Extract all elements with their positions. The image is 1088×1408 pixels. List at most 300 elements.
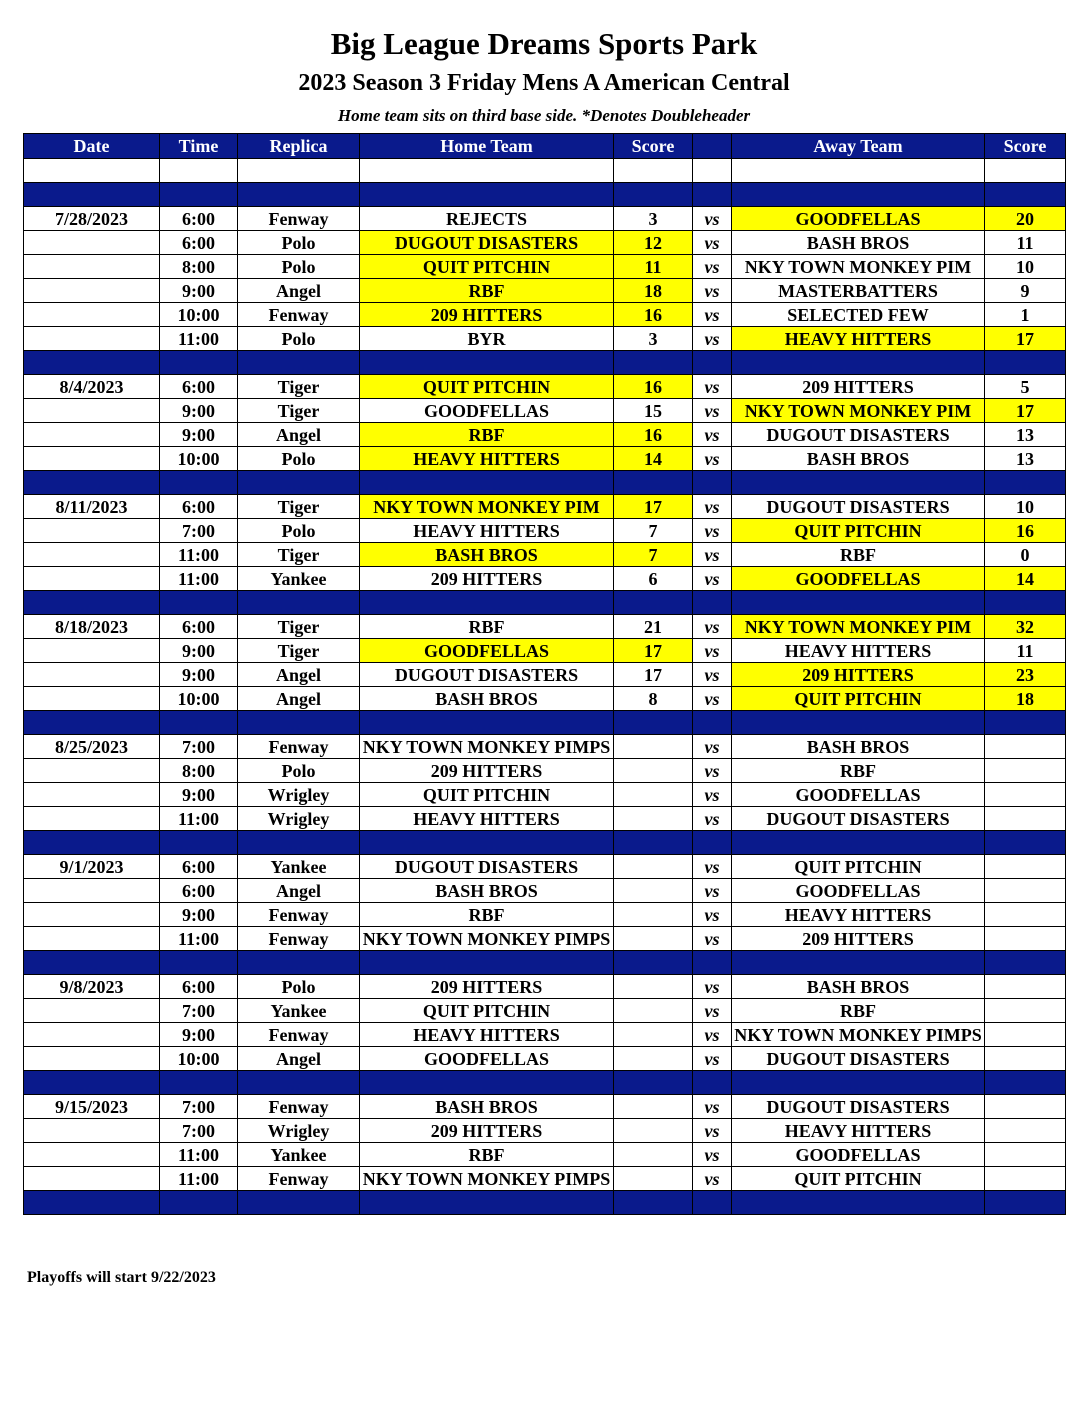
- game-row: [24, 375, 1066, 399]
- time-cell: 6:00: [160, 879, 238, 903]
- home-team-cell: BASH BROS: [360, 879, 614, 903]
- home-team-cell: NKY TOWN MONKEY PIMPS: [360, 735, 614, 759]
- time-cell: 10:00: [160, 303, 238, 327]
- date-cell: [24, 1119, 160, 1143]
- home-team-cell: GOODFELLAS: [360, 1047, 614, 1071]
- vs-cell: vs: [693, 663, 732, 687]
- home-score-cell: [614, 1095, 693, 1119]
- replica-cell: Wrigley: [238, 783, 360, 807]
- vs-cell: vs: [693, 1167, 732, 1191]
- replica-cell: Tiger: [238, 543, 360, 567]
- home-score-cell: [614, 1023, 693, 1047]
- date-cell: [24, 231, 160, 255]
- home-score-cell: 14: [614, 447, 693, 471]
- game-row: [24, 255, 1066, 279]
- time-cell: 6:00: [160, 207, 238, 231]
- game-row: [24, 1095, 1066, 1119]
- replica-cell: Polo: [238, 231, 360, 255]
- away-team-cell: GOODFELLAS: [732, 783, 985, 807]
- away-score-cell: 10: [985, 495, 1066, 519]
- away-team-cell: RBF: [732, 759, 985, 783]
- game-row: [24, 735, 1066, 759]
- vs-cell: vs: [693, 687, 732, 711]
- home-score-cell: [614, 975, 693, 999]
- time-cell: 7:00: [160, 1119, 238, 1143]
- vs-cell: vs: [693, 999, 732, 1023]
- game-row: [24, 927, 1066, 951]
- replica-cell: Polo: [238, 447, 360, 471]
- home-team-cell: NKY TOWN MONKEY PIMPS: [360, 1167, 614, 1191]
- vs-cell: vs: [693, 1023, 732, 1047]
- date-cell: [24, 303, 160, 327]
- home-score-cell: 6: [614, 567, 693, 591]
- away-score-cell: 23: [985, 663, 1066, 687]
- col-header-home-team: Home Team: [360, 134, 614, 159]
- home-score-cell: 12: [614, 231, 693, 255]
- date-cell: [24, 255, 160, 279]
- away-score-cell: 0: [985, 543, 1066, 567]
- home-team-cell: NKY TOWN MONKEY PIM: [360, 495, 614, 519]
- date-cell: 8/4/2023: [24, 375, 160, 399]
- replica-cell: Polo: [238, 759, 360, 783]
- replica-cell: Angel: [238, 663, 360, 687]
- vs-cell: vs: [693, 855, 732, 879]
- away-team-cell: BASH BROS: [732, 735, 985, 759]
- home-score-cell: 11: [614, 255, 693, 279]
- home-team-cell: 209 HITTERS: [360, 975, 614, 999]
- time-cell: 6:00: [160, 375, 238, 399]
- vs-cell: vs: [693, 783, 732, 807]
- schedule-table: [23, 133, 1066, 1215]
- time-cell: 6:00: [160, 615, 238, 639]
- replica-cell: Fenway: [238, 207, 360, 231]
- game-row: [24, 615, 1066, 639]
- home-score-cell: [614, 1047, 693, 1071]
- vs-cell: vs: [693, 375, 732, 399]
- col-header-away-score: Score: [985, 134, 1066, 159]
- home-team-cell: RBF: [360, 279, 614, 303]
- replica-cell: Wrigley: [238, 1119, 360, 1143]
- game-row: [24, 807, 1066, 831]
- game-row: [24, 1047, 1066, 1071]
- home-score-cell: [614, 1167, 693, 1191]
- date-cell: [24, 1143, 160, 1167]
- away-team-cell: NKY TOWN MONKEY PIMPS: [732, 1023, 985, 1047]
- home-team-cell: RBF: [360, 1143, 614, 1167]
- col-header-replica: Replica: [238, 134, 360, 159]
- home-score-cell: 15: [614, 399, 693, 423]
- time-cell: 9:00: [160, 663, 238, 687]
- vs-cell: vs: [693, 303, 732, 327]
- game-row: [24, 423, 1066, 447]
- date-cell: [24, 807, 160, 831]
- vs-cell: vs: [693, 1047, 732, 1071]
- home-team-cell: BASH BROS: [360, 687, 614, 711]
- away-team-cell: QUIT PITCHIN: [732, 1167, 985, 1191]
- game-row: [24, 519, 1066, 543]
- date-cell: [24, 399, 160, 423]
- week-separator-row: [24, 1191, 1066, 1215]
- game-row: [24, 495, 1066, 519]
- game-row: [24, 447, 1066, 471]
- game-row: [24, 879, 1066, 903]
- away-score-cell: 14: [985, 567, 1066, 591]
- away-team-cell: RBF: [732, 543, 985, 567]
- date-cell: 9/15/2023: [24, 1095, 160, 1119]
- away-score-cell: 18: [985, 687, 1066, 711]
- time-cell: 9:00: [160, 279, 238, 303]
- replica-cell: Tiger: [238, 639, 360, 663]
- away-team-cell: DUGOUT DISASTERS: [732, 1047, 985, 1071]
- home-score-cell: [614, 1119, 693, 1143]
- replica-cell: Yankee: [238, 999, 360, 1023]
- away-team-cell: BASH BROS: [732, 447, 985, 471]
- home-team-cell: GOODFELLAS: [360, 639, 614, 663]
- away-team-cell: QUIT PITCHIN: [732, 855, 985, 879]
- away-score-cell: 1: [985, 303, 1066, 327]
- header-row: [24, 134, 1066, 159]
- game-row: [24, 1119, 1066, 1143]
- vs-cell: vs: [693, 207, 732, 231]
- time-cell: 7:00: [160, 1095, 238, 1119]
- away-team-cell: GOODFELLAS: [732, 207, 985, 231]
- game-row: [24, 1023, 1066, 1047]
- away-team-cell: SELECTED FEW: [732, 303, 985, 327]
- replica-cell: Wrigley: [238, 807, 360, 831]
- replica-cell: Angel: [238, 423, 360, 447]
- game-row: [24, 231, 1066, 255]
- away-team-cell: NKY TOWN MONKEY PIM: [732, 615, 985, 639]
- week-separator-row: [24, 591, 1066, 615]
- game-row: [24, 207, 1066, 231]
- home-team-cell: QUIT PITCHIN: [360, 783, 614, 807]
- week-separator-row: [24, 183, 1066, 207]
- home-team-cell: RBF: [360, 615, 614, 639]
- vs-cell: vs: [693, 639, 732, 663]
- home-score-cell: [614, 759, 693, 783]
- date-cell: 8/18/2023: [24, 615, 160, 639]
- time-cell: 11:00: [160, 1143, 238, 1167]
- away-team-cell: HEAVY HITTERS: [732, 639, 985, 663]
- replica-cell: Fenway: [238, 1023, 360, 1047]
- time-cell: 10:00: [160, 1047, 238, 1071]
- game-row: [24, 999, 1066, 1023]
- replica-cell: Angel: [238, 879, 360, 903]
- game-row: [24, 543, 1066, 567]
- away-team-cell: HEAVY HITTERS: [732, 327, 985, 351]
- game-row: [24, 279, 1066, 303]
- time-cell: 7:00: [160, 735, 238, 759]
- game-row: [24, 903, 1066, 927]
- away-team-cell: GOODFELLAS: [732, 567, 985, 591]
- time-cell: 6:00: [160, 855, 238, 879]
- away-score-cell: 20: [985, 207, 1066, 231]
- home-team-cell: REJECTS: [360, 207, 614, 231]
- away-score-cell: [985, 1047, 1066, 1071]
- date-cell: [24, 567, 160, 591]
- replica-cell: Fenway: [238, 735, 360, 759]
- home-team-cell: 209 HITTERS: [360, 303, 614, 327]
- date-cell: [24, 927, 160, 951]
- date-cell: [24, 639, 160, 663]
- col-header-time: Time: [160, 134, 238, 159]
- away-team-cell: QUIT PITCHIN: [732, 687, 985, 711]
- game-row: [24, 1167, 1066, 1191]
- playoffs-note: Playoffs will start 9/22/2023: [27, 1269, 216, 1286]
- away-score-cell: [985, 1023, 1066, 1047]
- away-team-cell: GOODFELLAS: [732, 1143, 985, 1167]
- home-team-cell: HEAVY HITTERS: [360, 807, 614, 831]
- date-cell: [24, 783, 160, 807]
- game-row: [24, 303, 1066, 327]
- game-row: [24, 327, 1066, 351]
- replica-cell: Tiger: [238, 615, 360, 639]
- home-score-cell: 8: [614, 687, 693, 711]
- home-score-cell: 7: [614, 519, 693, 543]
- replica-cell: Fenway: [238, 1095, 360, 1119]
- home-team-cell: 209 HITTERS: [360, 1119, 614, 1143]
- away-score-cell: [985, 1167, 1066, 1191]
- away-score-cell: [985, 807, 1066, 831]
- time-cell: 9:00: [160, 1023, 238, 1047]
- game-row: [24, 663, 1066, 687]
- away-score-cell: 17: [985, 399, 1066, 423]
- home-team-cell: BYR: [360, 327, 614, 351]
- time-cell: 11:00: [160, 927, 238, 951]
- away-team-cell: QUIT PITCHIN: [732, 519, 985, 543]
- time-cell: 7:00: [160, 999, 238, 1023]
- vs-cell: vs: [693, 567, 732, 591]
- game-row: [24, 759, 1066, 783]
- replica-cell: Tiger: [238, 399, 360, 423]
- home-team-cell: DUGOUT DISASTERS: [360, 855, 614, 879]
- col-header-home-score: Score: [614, 134, 693, 159]
- away-score-cell: 13: [985, 423, 1066, 447]
- replica-cell: Yankee: [238, 855, 360, 879]
- home-score-cell: [614, 807, 693, 831]
- home-score-cell: 17: [614, 495, 693, 519]
- date-cell: [24, 999, 160, 1023]
- vs-cell: vs: [693, 279, 732, 303]
- away-team-cell: 209 HITTERS: [732, 663, 985, 687]
- vs-cell: vs: [693, 231, 732, 255]
- replica-cell: Polo: [238, 975, 360, 999]
- replica-cell: Tiger: [238, 495, 360, 519]
- date-cell: [24, 903, 160, 927]
- blank-row: [24, 159, 1066, 183]
- away-team-cell: 209 HITTERS: [732, 375, 985, 399]
- replica-cell: Polo: [238, 519, 360, 543]
- home-team-cell: HEAVY HITTERS: [360, 447, 614, 471]
- game-row: [24, 399, 1066, 423]
- vs-cell: vs: [693, 903, 732, 927]
- home-score-cell: [614, 903, 693, 927]
- vs-cell: vs: [693, 423, 732, 447]
- home-team-cell: HEAVY HITTERS: [360, 519, 614, 543]
- vs-cell: vs: [693, 1095, 732, 1119]
- replica-cell: Yankee: [238, 567, 360, 591]
- away-score-cell: [985, 855, 1066, 879]
- home-team-cell: DUGOUT DISASTERS: [360, 231, 614, 255]
- week-separator-row: [24, 711, 1066, 735]
- away-team-cell: BASH BROS: [732, 975, 985, 999]
- home-team-cell: QUIT PITCHIN: [360, 375, 614, 399]
- away-score-cell: [985, 735, 1066, 759]
- vs-cell: vs: [693, 807, 732, 831]
- vs-cell: vs: [693, 327, 732, 351]
- away-score-cell: 9: [985, 279, 1066, 303]
- vs-cell: vs: [693, 975, 732, 999]
- game-row: [24, 855, 1066, 879]
- home-score-cell: [614, 999, 693, 1023]
- home-team-cell: 209 HITTERS: [360, 759, 614, 783]
- home-team-cell: BASH BROS: [360, 543, 614, 567]
- schedule-body: [24, 159, 1066, 1215]
- date-cell: [24, 879, 160, 903]
- replica-cell: Tiger: [238, 375, 360, 399]
- home-team-cell: BASH BROS: [360, 1095, 614, 1119]
- vs-cell: vs: [693, 447, 732, 471]
- vs-cell: vs: [693, 927, 732, 951]
- date-cell: [24, 543, 160, 567]
- away-team-cell: NKY TOWN MONKEY PIM: [732, 255, 985, 279]
- away-score-cell: [985, 759, 1066, 783]
- time-cell: 9:00: [160, 423, 238, 447]
- home-team-cell: QUIT PITCHIN: [360, 255, 614, 279]
- home-score-cell: 21: [614, 615, 693, 639]
- vs-cell: vs: [693, 495, 732, 519]
- week-separator-row: [24, 1071, 1066, 1095]
- away-score-cell: 13: [985, 447, 1066, 471]
- time-cell: 11:00: [160, 1167, 238, 1191]
- date-cell: [24, 1023, 160, 1047]
- date-cell: [24, 1047, 160, 1071]
- vs-cell: vs: [693, 399, 732, 423]
- home-score-cell: [614, 735, 693, 759]
- away-team-cell: GOODFELLAS: [732, 879, 985, 903]
- replica-cell: Fenway: [238, 903, 360, 927]
- date-cell: [24, 519, 160, 543]
- home-team-cell: QUIT PITCHIN: [360, 999, 614, 1023]
- away-team-cell: DUGOUT DISASTERS: [732, 1095, 985, 1119]
- vs-cell: vs: [693, 735, 732, 759]
- away-team-cell: 209 HITTERS: [732, 927, 985, 951]
- date-cell: [24, 1167, 160, 1191]
- date-cell: [24, 423, 160, 447]
- away-team-cell: NKY TOWN MONKEY PIM: [732, 399, 985, 423]
- away-score-cell: 11: [985, 231, 1066, 255]
- time-cell: 9:00: [160, 639, 238, 663]
- vs-cell: vs: [693, 759, 732, 783]
- date-cell: 8/25/2023: [24, 735, 160, 759]
- home-score-cell: 16: [614, 423, 693, 447]
- away-team-cell: MASTERBATTERS: [732, 279, 985, 303]
- away-score-cell: 10: [985, 255, 1066, 279]
- time-cell: 11:00: [160, 327, 238, 351]
- home-score-cell: 17: [614, 639, 693, 663]
- game-row: [24, 639, 1066, 663]
- time-cell: 9:00: [160, 783, 238, 807]
- home-score-cell: 17: [614, 663, 693, 687]
- home-score-cell: 3: [614, 207, 693, 231]
- away-score-cell: [985, 999, 1066, 1023]
- week-separator-row: [24, 951, 1066, 975]
- home-team-cell: HEAVY HITTERS: [360, 1023, 614, 1047]
- time-cell: 11:00: [160, 567, 238, 591]
- date-cell: 7/28/2023: [24, 207, 160, 231]
- home-score-cell: 18: [614, 279, 693, 303]
- replica-cell: Fenway: [238, 303, 360, 327]
- home-score-cell: [614, 879, 693, 903]
- time-cell: 11:00: [160, 807, 238, 831]
- home-team-cell: NKY TOWN MONKEY PIMPS: [360, 927, 614, 951]
- home-team-cell: 209 HITTERS: [360, 567, 614, 591]
- away-score-cell: [985, 879, 1066, 903]
- replica-cell: Fenway: [238, 1167, 360, 1191]
- home-score-cell: 16: [614, 303, 693, 327]
- away-score-cell: [985, 903, 1066, 927]
- header-note: Home team sits on third base side. *Denotes Doubleheader: [337, 106, 751, 125]
- home-score-cell: 7: [614, 543, 693, 567]
- away-score-cell: [985, 783, 1066, 807]
- time-cell: 10:00: [160, 687, 238, 711]
- away-score-cell: 17: [985, 327, 1066, 351]
- time-cell: 6:00: [160, 495, 238, 519]
- away-score-cell: [985, 1095, 1066, 1119]
- away-score-cell: 16: [985, 519, 1066, 543]
- away-team-cell: DUGOUT DISASTERS: [732, 807, 985, 831]
- away-score-cell: [985, 927, 1066, 951]
- vs-cell: vs: [693, 255, 732, 279]
- home-score-cell: [614, 855, 693, 879]
- time-cell: 8:00: [160, 759, 238, 783]
- home-team-cell: DUGOUT DISASTERS: [360, 663, 614, 687]
- vs-cell: vs: [693, 879, 732, 903]
- home-score-cell: [614, 783, 693, 807]
- week-separator-row: [24, 831, 1066, 855]
- time-cell: 7:00: [160, 519, 238, 543]
- date-cell: [24, 663, 160, 687]
- replica-cell: Polo: [238, 327, 360, 351]
- away-team-cell: BASH BROS: [732, 231, 985, 255]
- time-cell: 8:00: [160, 255, 238, 279]
- col-header-date: Date: [24, 134, 160, 159]
- game-row: [24, 783, 1066, 807]
- home-team-cell: RBF: [360, 423, 614, 447]
- col-header-vs: [693, 134, 732, 159]
- vs-cell: vs: [693, 543, 732, 567]
- away-score-cell: 32: [985, 615, 1066, 639]
- away-score-cell: [985, 1119, 1066, 1143]
- page-title: Big League Dreams Sports Park: [330, 26, 758, 61]
- replica-cell: Angel: [238, 279, 360, 303]
- away-score-cell: [985, 1143, 1066, 1167]
- vs-cell: vs: [693, 1119, 732, 1143]
- time-cell: 11:00: [160, 543, 238, 567]
- date-cell: [24, 687, 160, 711]
- replica-cell: Yankee: [238, 1143, 360, 1167]
- game-row: [24, 975, 1066, 999]
- time-cell: 6:00: [160, 231, 238, 255]
- date-cell: [24, 447, 160, 471]
- away-score-cell: 11: [985, 639, 1066, 663]
- replica-cell: Polo: [238, 255, 360, 279]
- col-header-away-team: Away Team: [732, 134, 985, 159]
- game-row: [24, 687, 1066, 711]
- vs-cell: vs: [693, 519, 732, 543]
- week-separator-row: [24, 471, 1066, 495]
- date-cell: 8/11/2023: [24, 495, 160, 519]
